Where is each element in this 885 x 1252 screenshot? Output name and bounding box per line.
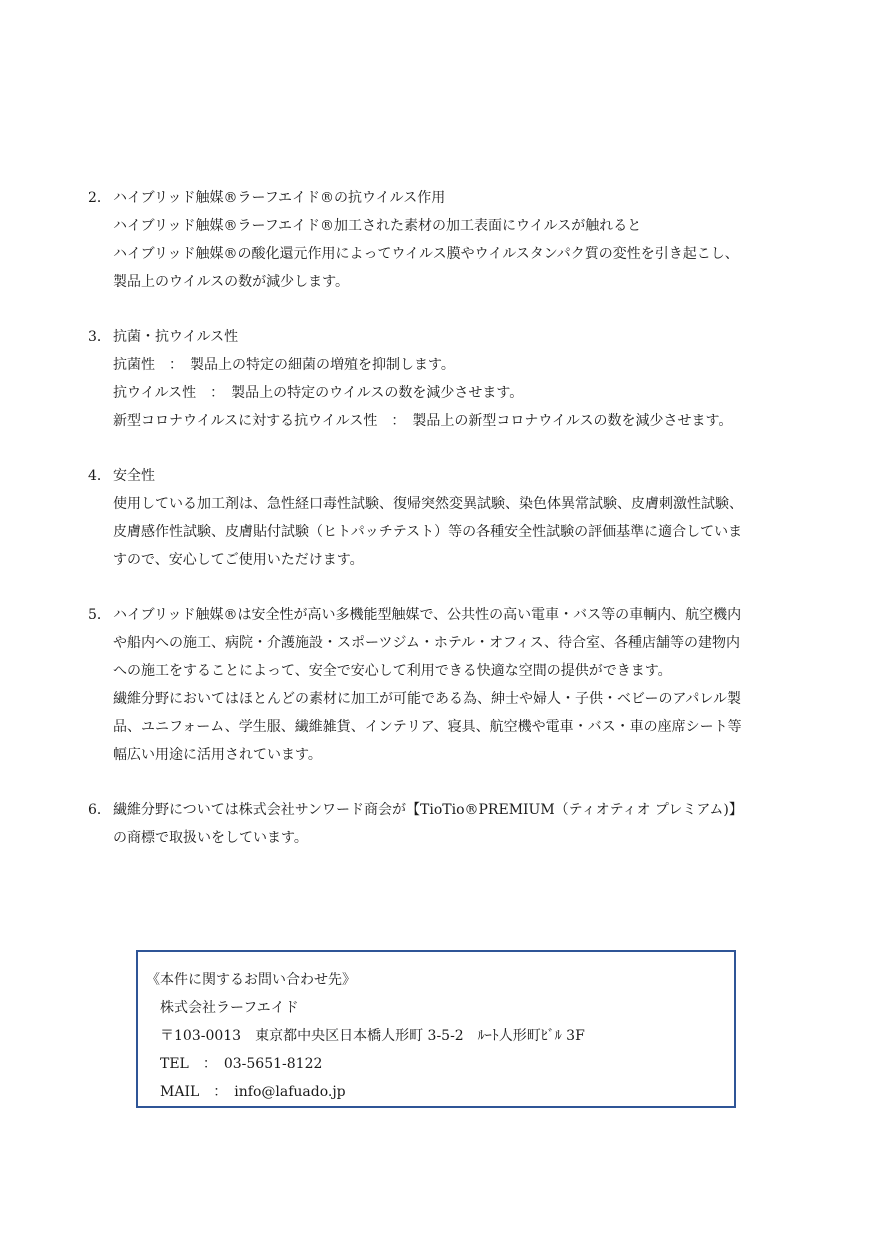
section-2-number: 2．	[88, 190, 111, 206]
contact-mail[interactable]: MAIL ： info@lafuado.jp	[160, 1084, 346, 1100]
section-3-number: 3．	[88, 329, 111, 345]
section-5-heading: ハイブリッド触媒®は安全性が高い多機能型触媒で、公共性の高い電車・バス等の車輌内、航空機内	[113, 607, 742, 623]
section-6-line-1: の商標で取扱いをしています。	[113, 830, 308, 846]
section-5-number: 5．	[88, 607, 111, 623]
section-2-heading: ハイブリッド触媒®ラーフエイド®の抗ウイルス作用	[113, 190, 446, 206]
section-6-heading: 繊維分野については株式会社サンワード商会が【TioTio®PREMIUM（ティオティオ プレミアム)】	[113, 802, 743, 818]
contact-tel: TEL ： 03-5651-8122	[160, 1056, 323, 1072]
section-4-line-2: 皮膚感作性試験、皮膚貼付試験（ヒトパッチテスト）等の各種安全性試験の評価基準に適合していま	[113, 524, 743, 540]
contact-address: 〒103-0013 東京都中央区日本橋人形町 3-5-2 ﾙｰﾄ人形町ﾋﾞﾙ 3F	[160, 1028, 585, 1044]
section-2-line-1: ハイブリッド触媒®ラーフエイド®加工された素材の加工表面にウイルスが触れると	[113, 218, 642, 234]
section-6-number: 6．	[88, 802, 111, 818]
section-5-line-1: や船内への施工、病院・介護施設・スポーツジム・ホテル・オフィス、待合室、各種店舗等の建物内	[113, 635, 741, 651]
section-3-line-1: 抗菌性 ： 製品上の特定の細菌の増殖を抑制します。	[113, 357, 455, 373]
section-2-line-3: 製品上のウイルスの数が減少します。	[113, 274, 350, 290]
section-2-line-2: ハイブリッド触媒®の酸化還元作用によってウイルス膜やウイルスタンパク質の変性を引き起こし、	[113, 246, 739, 262]
section-3-line-3: 新型コロナウイルスに対する抗ウイルス性 ： 製品上の新型コロナウイルスの数を減少させます。	[113, 413, 733, 429]
section-5-line-4: 品、ユニフォーム、学生服、繊維雑貨、インテリア、寝具、航空機や電車・バス・車の座席シート等	[113, 719, 742, 735]
contact-company: 株式会社ラーフエイド	[160, 1000, 299, 1016]
section-5-line-5: 幅広い用途に活用されています。	[113, 747, 322, 763]
section-4-number: 4．	[88, 468, 111, 484]
section-5-line-3: 繊維分野においてはほとんどの素材に加工が可能である為、紳士や婦人・子供・ベビーのアパレル製	[113, 691, 741, 707]
contact-title: 《本件に関するお問い合わせ先》	[146, 972, 356, 988]
section-5-line-2: への施工をすることによって、安全で安心して利用できる快適な空間の提供ができます。	[113, 663, 672, 679]
section-4-line-1: 使用している加工剤は、急性経口毒性試験、復帰突然変異試験、染色体異常試験、皮膚刺激性試験、	[113, 496, 743, 512]
section-4-heading: 安全性	[113, 468, 155, 484]
contact-box	[136, 950, 736, 1108]
section-3-heading: 抗菌・抗ウイルス性	[113, 329, 239, 345]
section-3-line-2: 抗ウイルス性 ： 製品上の特定のウイルスの数を減少させます。	[113, 385, 524, 401]
section-4-line-3: すので、安心してご使用いただけます。	[113, 552, 364, 568]
